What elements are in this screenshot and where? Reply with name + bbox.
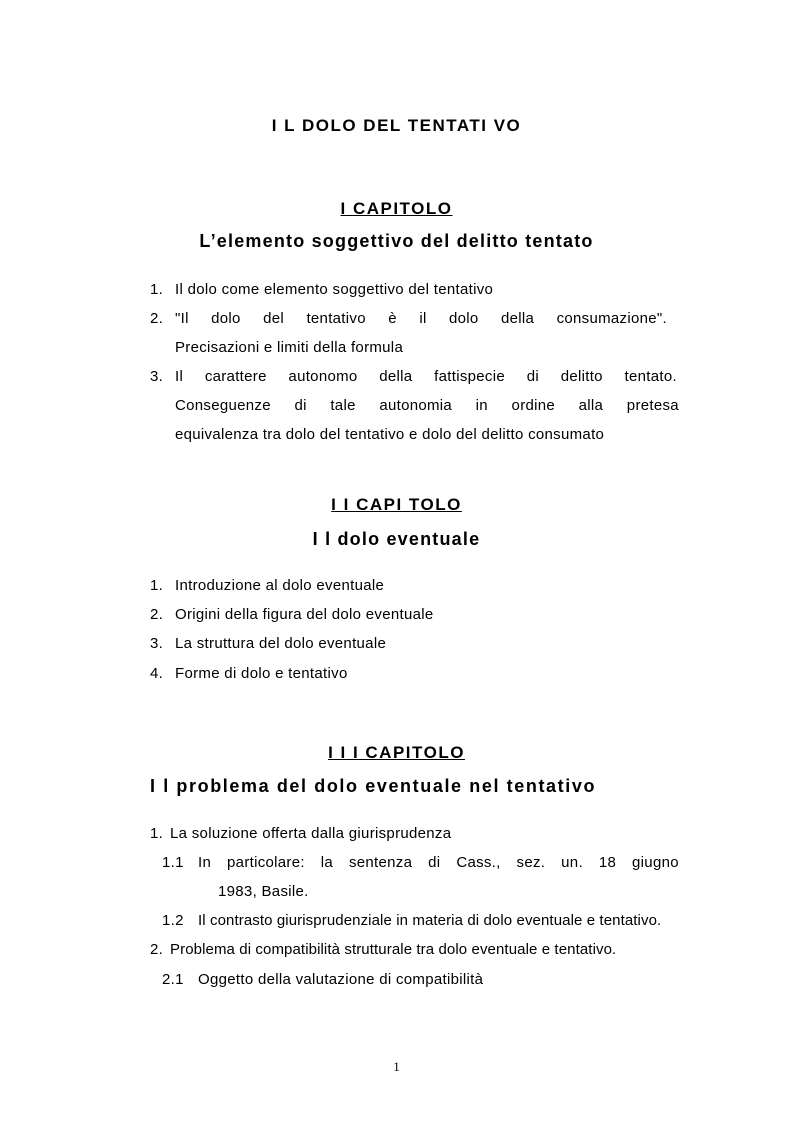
toc-item-continuation: Precisazioni e limiti della formula xyxy=(175,339,404,356)
toc-item-number: 3. xyxy=(150,635,164,652)
toc-item: Il contrasto giurisprudenziale in materia di dolo eventuale e tentativo. xyxy=(198,912,662,929)
toc-item: Problema di compatibilità strutturale tra dolo eventuale e tentativo. xyxy=(170,941,617,958)
page-number: 1 xyxy=(393,1059,400,1074)
toc-item-number: 2.1 xyxy=(162,971,184,988)
chapter-2-title: I l dolo eventuale xyxy=(312,529,481,549)
toc-item: Origini della figura del dolo eventuale xyxy=(175,606,434,623)
toc-item-continuation: Conseguenze di tale autonomia in ordine alla pretesa xyxy=(175,397,679,414)
toc-item: La struttura del dolo eventuale xyxy=(175,635,387,652)
toc-item-continuation: 1983, Basile. xyxy=(218,883,309,900)
chapter-3-title: I l problema del dolo eventuale nel tentativo xyxy=(150,776,597,796)
toc-item: Introduzione al dolo eventuale xyxy=(175,577,385,594)
toc-item: Il dolo come elemento soggettivo del tentativo xyxy=(175,281,494,298)
chapter-1-number: I CAPITOLO xyxy=(340,199,453,218)
toc-item: Oggetto della valutazione di compatibilità xyxy=(198,971,484,988)
toc-item: "Il dolo del tentativo è il dolo della consumazione". xyxy=(175,310,667,327)
toc-item-number: 1.1 xyxy=(162,854,184,871)
toc-item-number: 3. xyxy=(150,368,164,385)
toc-item-number: 2. xyxy=(150,310,164,327)
toc-item-number: 4. xyxy=(150,665,164,682)
document-title: I L DOLO DEL TENTATI VO xyxy=(271,116,522,135)
toc-item: In particolare: la sentenza di Cass., sez. un. 18 giugno xyxy=(198,854,679,871)
chapter-1-title: L’elemento soggettivo del delitto tentato xyxy=(199,231,594,251)
toc-item-continuation: equivalenza tra dolo del tentativo e dolo del delitto consumato xyxy=(175,426,605,443)
toc-item-number: 2. xyxy=(150,941,164,958)
chapter-2-number: I I CAPI TOLO xyxy=(331,495,462,514)
toc-item: Il carattere autonomo della fattispecie di delitto tentato. xyxy=(175,368,677,385)
toc-item: La soluzione offerta dalla giurisprudenza xyxy=(170,825,452,842)
chapter-3-number: I I I CAPITOLO xyxy=(328,743,465,762)
toc-item-number: 1. xyxy=(150,281,164,298)
toc-item: Forme di dolo e tentativo xyxy=(175,665,348,682)
toc-item-number: 1.2 xyxy=(162,912,184,929)
toc-item-number: 2. xyxy=(150,606,164,623)
toc-item-number: 1. xyxy=(150,577,164,594)
toc-item-number: 1. xyxy=(150,825,164,842)
